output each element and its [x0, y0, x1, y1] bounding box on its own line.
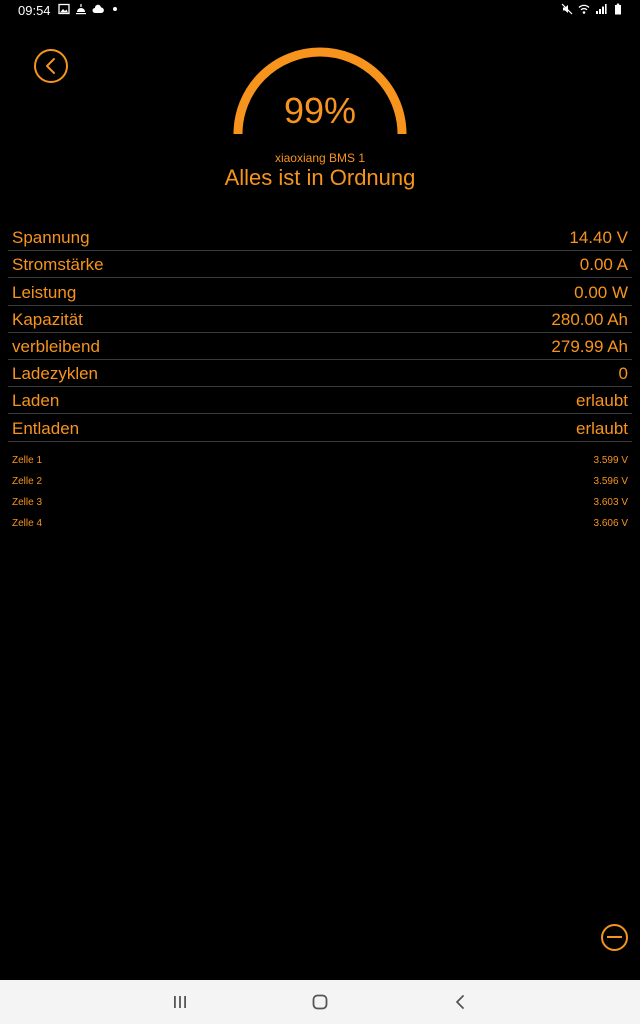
charge-percentage: 99% [283, 90, 357, 131]
metric-label: Kapazität [12, 309, 83, 329]
recent-apps-icon [160, 990, 200, 1014]
metric-value: 280.00 Ah [551, 309, 628, 329]
metric-row-verbleibend [8, 333, 632, 360]
cell-row [8, 450, 632, 471]
metric-row-spannung [8, 224, 632, 251]
status-bar [0, 0, 640, 22]
cell-row [8, 513, 632, 534]
collapse-button[interactable] [601, 924, 628, 951]
metric-label: Laden [12, 391, 60, 411]
metric-value: 0.00 W [574, 282, 628, 302]
metric-label: Stromstärke [12, 255, 104, 275]
cloud-icon [92, 3, 104, 15]
status-right-icons [561, 3, 624, 15]
metric-value: 279.99 Ah [551, 336, 628, 356]
metric-value: 0 [618, 364, 628, 384]
image-icon [58, 3, 70, 15]
metric-label: verbleibend [12, 336, 100, 356]
metric-row-ladezyklen [8, 360, 632, 387]
device-name: xiaoxiang BMS 1 [274, 151, 366, 165]
metric-row-stromstaerke [8, 251, 632, 278]
metric-label: Ladezyklen [12, 364, 99, 384]
back-button[interactable] [34, 49, 68, 83]
metric-value: 0.00 A [579, 255, 628, 275]
metric-row-entladen [8, 414, 632, 441]
cell-label: Zelle 4 [12, 518, 43, 529]
cell-label: Zelle 1 [12, 455, 43, 466]
recent-apps-button[interactable] [160, 990, 200, 1014]
cell-label: Zelle 2 [12, 476, 43, 487]
home-icon [300, 990, 340, 1014]
back-icon [440, 990, 480, 1014]
signal-icon [595, 3, 607, 15]
cell-value: 3.599 V [593, 455, 628, 466]
charge-gauge [231, 46, 409, 138]
metric-value: erlaubt [576, 391, 628, 411]
metric-row-leistung [8, 278, 632, 305]
cell-row [8, 471, 632, 492]
battery-icon [612, 3, 624, 15]
chevron-left-icon [43, 57, 61, 75]
metrics-list [8, 224, 632, 442]
cell-value: 3.603 V [593, 497, 628, 508]
cell-voltage-list [8, 450, 632, 534]
nav-back-button[interactable] [440, 990, 480, 1014]
status-left-icons [58, 3, 121, 15]
metric-label: Entladen [12, 418, 80, 438]
metric-row-laden [8, 387, 632, 414]
metric-label: Leistung [12, 282, 77, 302]
metric-value: 14.40 V [569, 228, 628, 248]
cell-value: 3.606 V [593, 518, 628, 529]
minus-icon [607, 936, 622, 938]
system-navigation-bar [0, 980, 640, 1024]
status-time: 09:54 [18, 3, 51, 18]
status-message: Alles ist in Ordnung [224, 165, 416, 190]
mute-icon [561, 3, 573, 15]
weather-sunrise-icon [75, 3, 87, 15]
home-button[interactable] [300, 990, 340, 1014]
metric-label: Spannung [12, 228, 90, 248]
cell-row [8, 492, 632, 513]
dot-icon [109, 3, 121, 15]
metric-value: erlaubt [576, 418, 628, 438]
cell-value: 3.596 V [593, 476, 628, 487]
cell-label: Zelle 3 [12, 497, 43, 508]
metric-row-kapazitaet [8, 306, 632, 333]
wifi-icon [578, 3, 590, 15]
